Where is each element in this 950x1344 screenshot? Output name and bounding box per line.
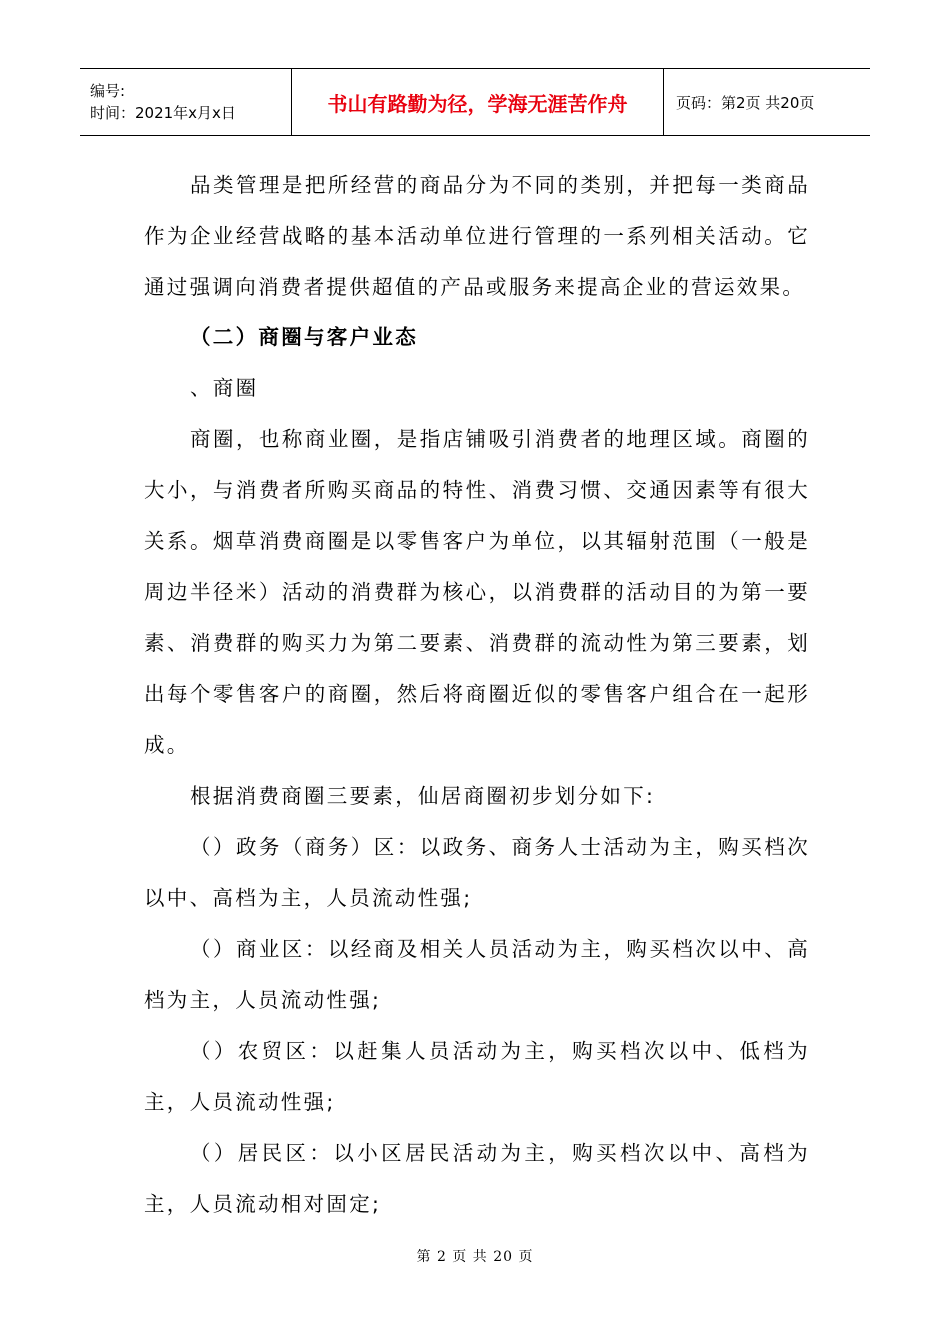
header-page-info: 页码：第2页 共20页 <box>664 69 871 136</box>
paragraph-division-intro: 根据消费商圈三要素，仙居商圈初步划分如下: <box>190 784 656 808</box>
paragraph-category-management: 品类管理是把所经营的商品分为不同的类别，并把每一类商品作为企业经营战略的基本活动单位进行管理的一系列相关活动。它通过强调向消费者提供超值的产品或服务来提高企业的营运效果。 <box>144 173 810 299</box>
page-header <box>80 68 870 136</box>
paragraph-trade-area: 商圈，也称商业圈，是指店铺吸引消费者的地理区域。商圈的大小，与消费者所购买商品的特性、消费习惯、交通因素等有很大关系。烟草消费商圈是以零售客户为单位，以其辐射范围（一般是周边半径米）活动的消费群为核心，以消费群的活动目的为第一要素、消费群的购买力为第二要素、消费群的流动性为第三要素，划出每个零售客户的商圈，然后将商圈近似的零售客户组合在一起形成。 <box>144 427 810 757</box>
list-item-market-zone: （）农贸区：以赶集人员活动为主，购买档次以中、低档为主，人员流动性强; <box>144 1039 810 1114</box>
document-time-label: 时间：2021年x月x日 <box>90 104 236 122</box>
list-item-government-zone: （）政务（商务）区：以政务、商务人士活动为主，购买档次以中、高档为主，人员流动性强; <box>144 835 810 910</box>
document-number-label: 编号: <box>90 82 126 100</box>
sub-heading: 、商圈 <box>190 376 259 400</box>
header-motto: 书山有路勤为径，学海无涯苦作舟 <box>292 69 664 136</box>
header-left-cell <box>80 69 292 136</box>
list-item-commercial-zone: （）商业区：以经商及相关人员活动为主，购买档次以中、高档为主，人员流动性强; <box>144 937 810 1012</box>
section-heading: （二）商圈与客户业态 <box>190 325 418 349</box>
list-item-residential-zone: （）居民区：以小区居民活动为主，购买档次以中、高档为主，人员流动相对固定; <box>144 1141 810 1216</box>
page-footer: 第 2 页 共 20 页 <box>416 1249 534 1265</box>
